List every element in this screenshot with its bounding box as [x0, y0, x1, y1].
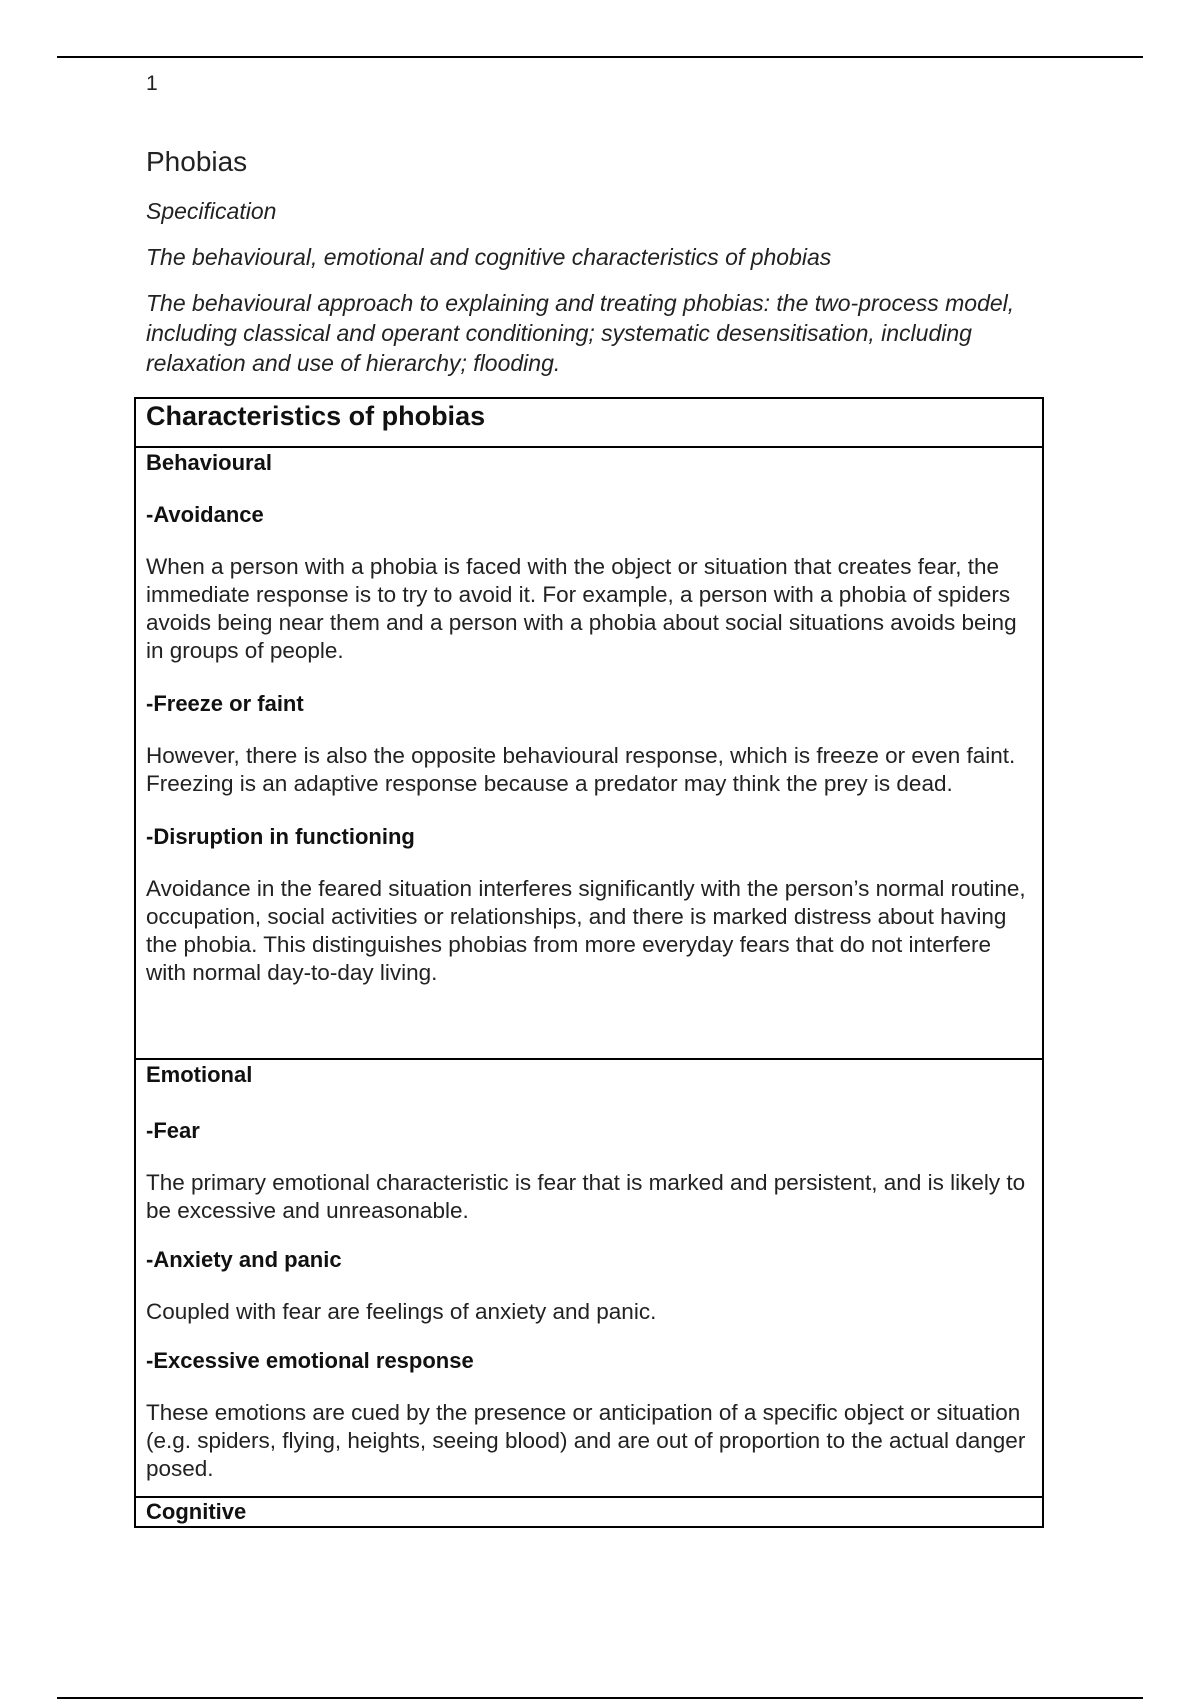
behavioural-cell [135, 447, 1043, 1059]
page-title: Phobias [146, 146, 248, 177]
emotional-cell [135, 1059, 1043, 1497]
specification-line-1: The behavioural, emotional and cognitive characteristics of phobias [146, 244, 832, 270]
avoidance-text: When a person with a phobia is faced with the object or situation that creates fear, the immediate response is to try to avoid it. For example, a person with a phobia of spiders avoids being near them and a person with a phobia about social situations avoids being in groups of people. [146, 554, 1017, 663]
cognitive-title: Cognitive [146, 1499, 247, 1524]
avoidance-subtitle: -Avoidance [146, 502, 264, 527]
header-rule [57, 56, 1143, 58]
behavioural-title: Behavioural [146, 450, 272, 475]
excessive-response-text: These emotions are cued by the presence or anticipation of a specific object or situation (e.g. spiders, flying, heights, seeing blood) and are out of proportion to the actual danger posed. [146, 1400, 1026, 1481]
emotional-title: Emotional [146, 1062, 253, 1087]
fear-subtitle: -Fear [146, 1118, 200, 1143]
table-heading: Characteristics of phobias [135, 398, 1043, 447]
disruption-text: Avoidance in the feared situation interferes significantly with the person’s normal routine, occupation, social activities or relationships, and there is marked distress about having the phobia. This distinguishes phobias from more everyday fears that do not interfere with normal day-to-day living. [146, 876, 1026, 985]
specification-label: Specification [146, 198, 277, 224]
freeze-subtitle: -Freeze or faint [146, 691, 304, 716]
cognitive-cell [135, 1497, 1043, 1527]
footer-rule [57, 1697, 1143, 1699]
characteristics-table [134, 397, 1044, 1528]
specification-line-2: The behavioural approach to explaining and treating phobias: the two-process model, including classical and operant conditioning; systematic desensitisation, including relaxation and use of hierarchy; flooding. [146, 290, 1015, 376]
page-number: 1 [146, 72, 158, 95]
fear-text: The primary emotional characteristic is fear that is marked and persistent, and is likely to be excessive and unreasonable. [146, 1170, 1026, 1223]
anxiety-text: Coupled with fear are feelings of anxiety and panic. [146, 1299, 657, 1324]
disruption-subtitle: -Disruption in functioning [146, 824, 415, 849]
freeze-text: However, there is also the opposite behavioural response, which is freeze or even faint. Freezing is an adaptive response because a predator may think the prey is dead. [146, 743, 1016, 796]
excessive-response-subtitle: -Excessive emotional response [146, 1348, 474, 1373]
anxiety-subtitle: -Anxiety and panic [146, 1247, 342, 1272]
